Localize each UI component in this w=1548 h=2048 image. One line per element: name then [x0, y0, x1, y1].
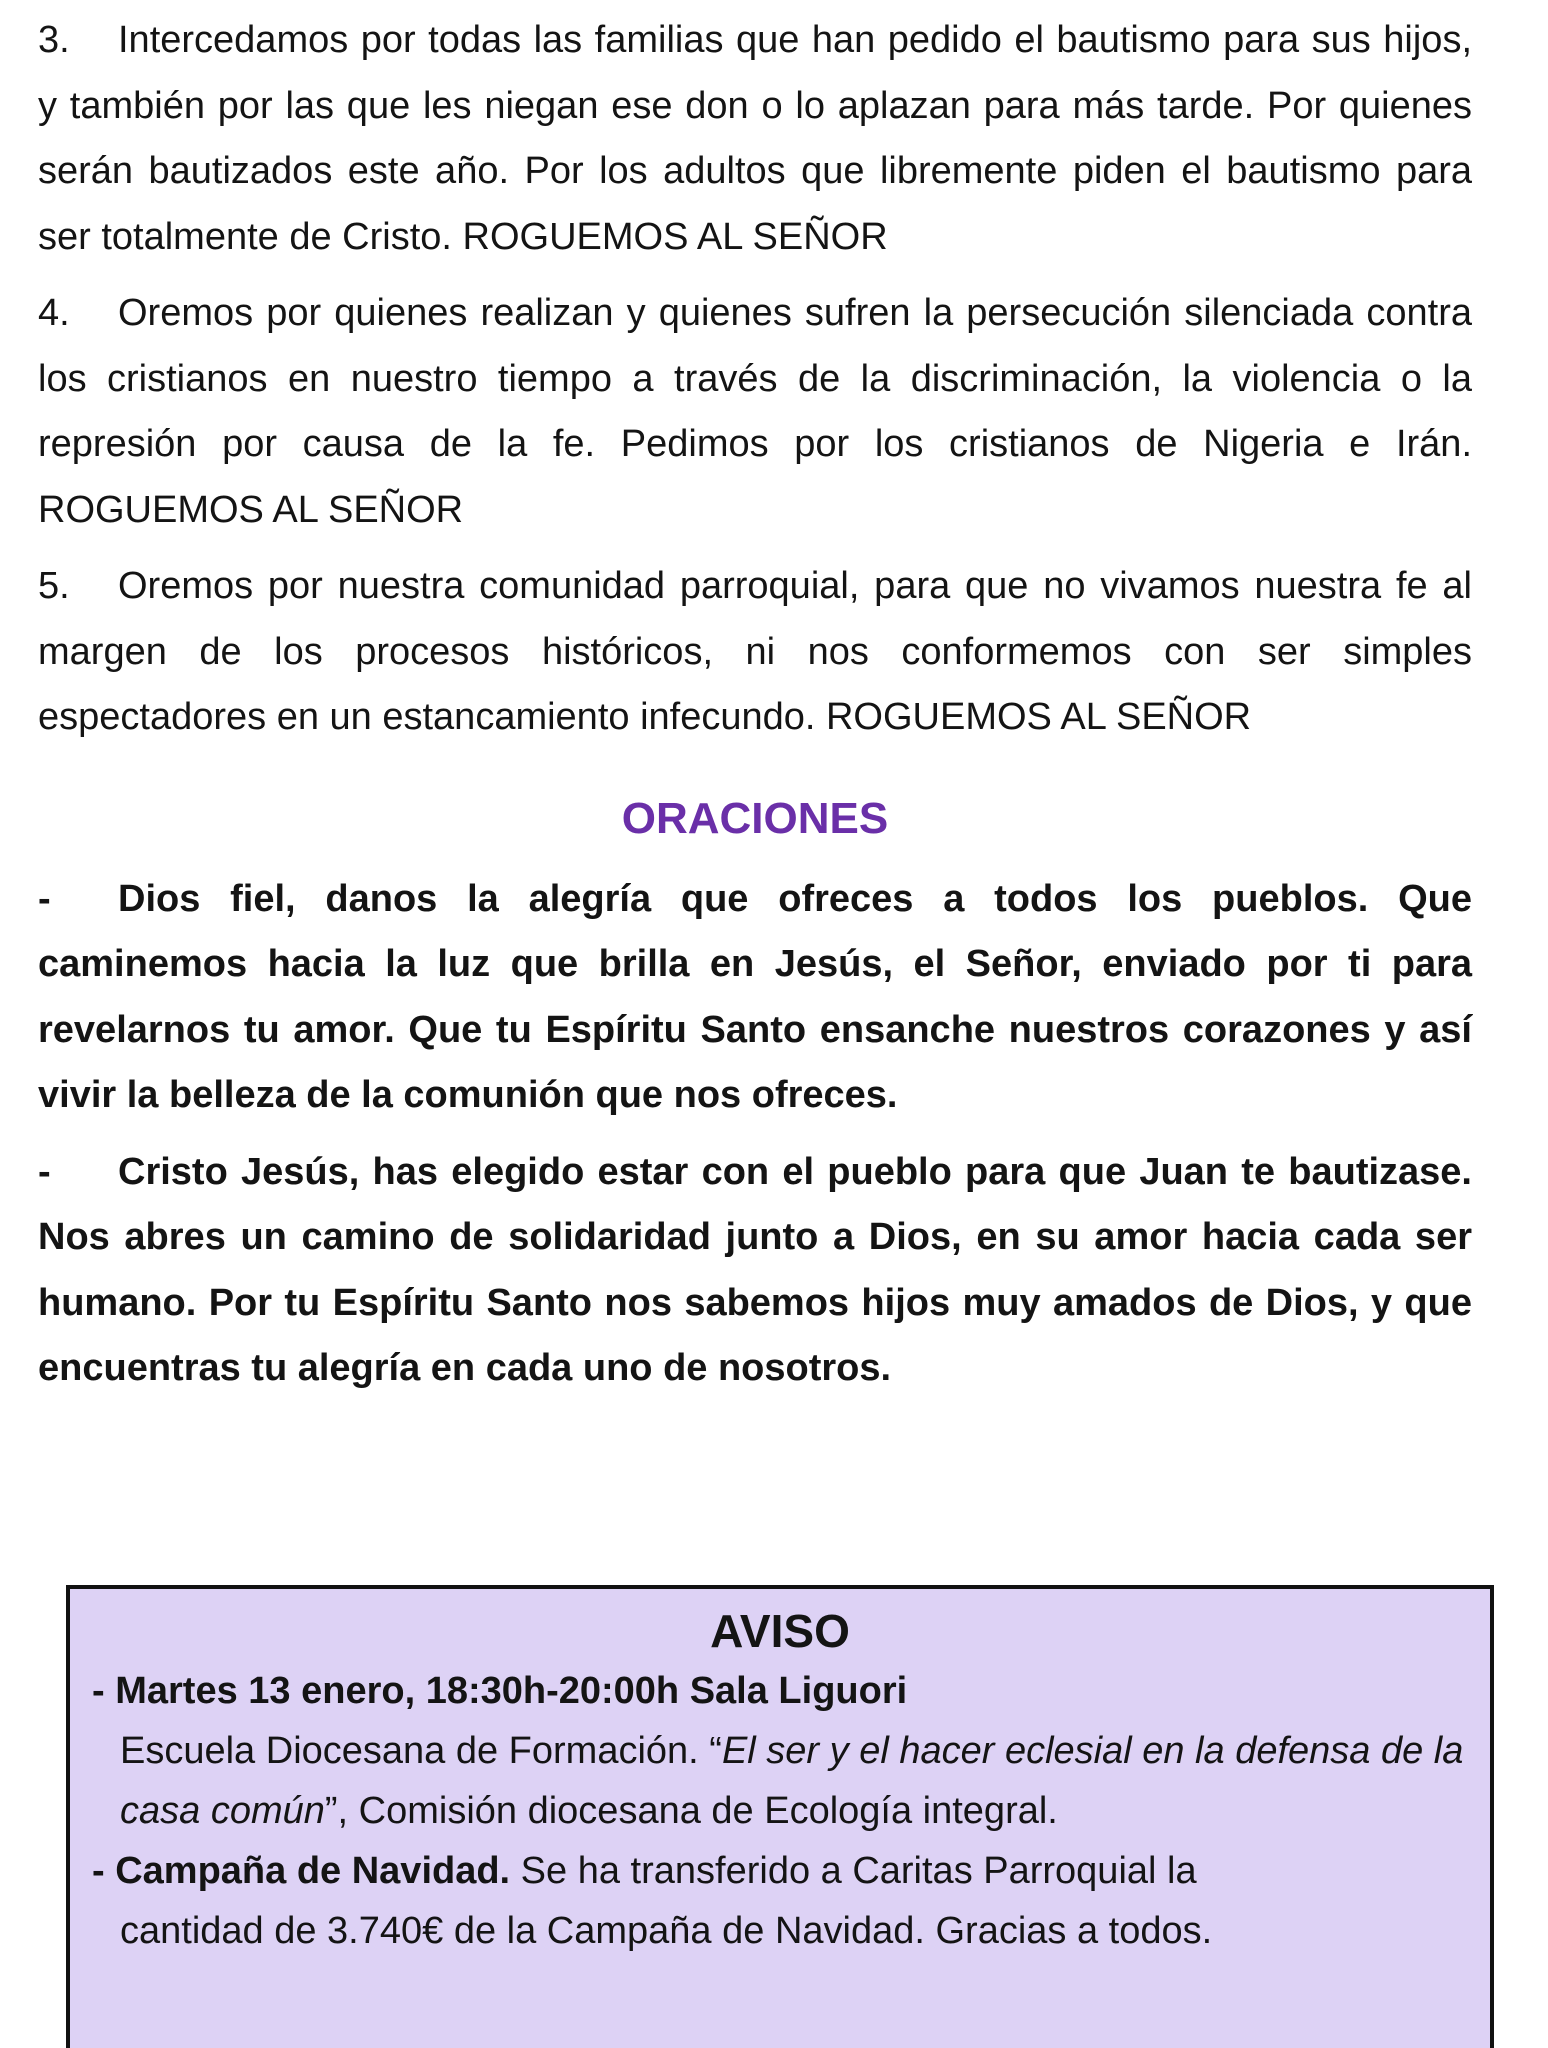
aviso-body-italic: El ser y el hacer eclesial en la defensa de la casa común: [120, 1730, 1464, 1832]
prayer-text: Cristo Jesús, has elegido estar con el pueblo para que Juan te bautizase. Nos abres un camino de solidaridad junto a Dios, en su amor hacia cada ser humano. Por tu Espíritu Santo nos sabemos hijos muy amados de Dios, y que encuentras tu alegría en cada uno de nosotros.: [38, 1150, 1472, 1389]
petition-number: 4.: [38, 292, 70, 334]
petition-text: Intercedamos por todas las familias que han pedido el bautismo para sus hijos, y también por las que les niegan ese don o lo aplazan para más tarde. Por quienes serán bautizados este año. Por los adultos que libremente piden el bautismo para ser totalmente de Cristo. ROGUEMOS AL SEÑOR: [38, 19, 1472, 258]
aviso-box: [66, 1585, 1494, 2048]
aviso-item-escuela: [70, 1661, 1490, 1841]
aviso-item-heading: - Campaña de Navidad.: [92, 1850, 511, 1892]
petition-3: [38, 8, 1472, 270]
prayer-2: [38, 1140, 1472, 1402]
aviso-item-body-second: cantidad de 3.740€ de la Campaña de Navidad. Gracias a todos.: [120, 1910, 1213, 1952]
aviso-item-campana: [70, 1841, 1490, 1961]
petition-number: 5.: [38, 565, 70, 607]
aviso-body-suffix: ”, Comisión diocesana de Ecología integral.: [324, 1790, 1058, 1832]
prayer-dash: -: [38, 877, 51, 920]
aviso-body-prefix: Escuela Diocesana de Formación. “: [120, 1730, 722, 1772]
petition-4: [38, 281, 1472, 543]
aviso-item-heading: - Martes 13 enero, 18:30h-20:00h Sala Liguori: [92, 1670, 908, 1712]
petition-5: [38, 554, 1472, 751]
aviso-item-body: [92, 1721, 1470, 1841]
aviso-title: AVISO: [710, 1605, 850, 1657]
petition-number: 3.: [38, 19, 70, 61]
prayer-1: [38, 867, 1472, 1129]
prayer-dash: -: [38, 1150, 51, 1193]
prayer-text: Dios fiel, danos la alegría que ofreces a todos los pueblos. Que caminemos hacia la luz que brilla en Jesús, el Señor, enviado por ti para revelarnos tu amor. Que tu Espíritu Santo ensanche nuestros corazones y así vivir la belleza de la comunión que nos ofreces.: [38, 877, 1472, 1116]
document-page: [38, 0, 1472, 1413]
aviso-item-body-first: Se ha transferido a Caritas Parroquial la: [510, 1850, 1197, 1892]
petition-text: Oremos por nuestra comunidad parroquial, para que no vivamos nuestra fe al margen de los procesos históricos, ni nos conformemos con ser simples espectadores en un estancamiento infecundo. ROGUEMOS AL SEÑOR: [38, 565, 1472, 738]
petition-text: Oremos por quienes realizan y quienes sufren la persecución silenciada contra los cristianos en nuestro tiempo a través de la discriminación, la violencia o la represión por causa de la fe. Pedimos por los cristianos de Nigeria e Irán. ROGUEMOS AL SEÑOR: [38, 292, 1472, 531]
oraciones-title: ORACIONES: [621, 793, 889, 843]
